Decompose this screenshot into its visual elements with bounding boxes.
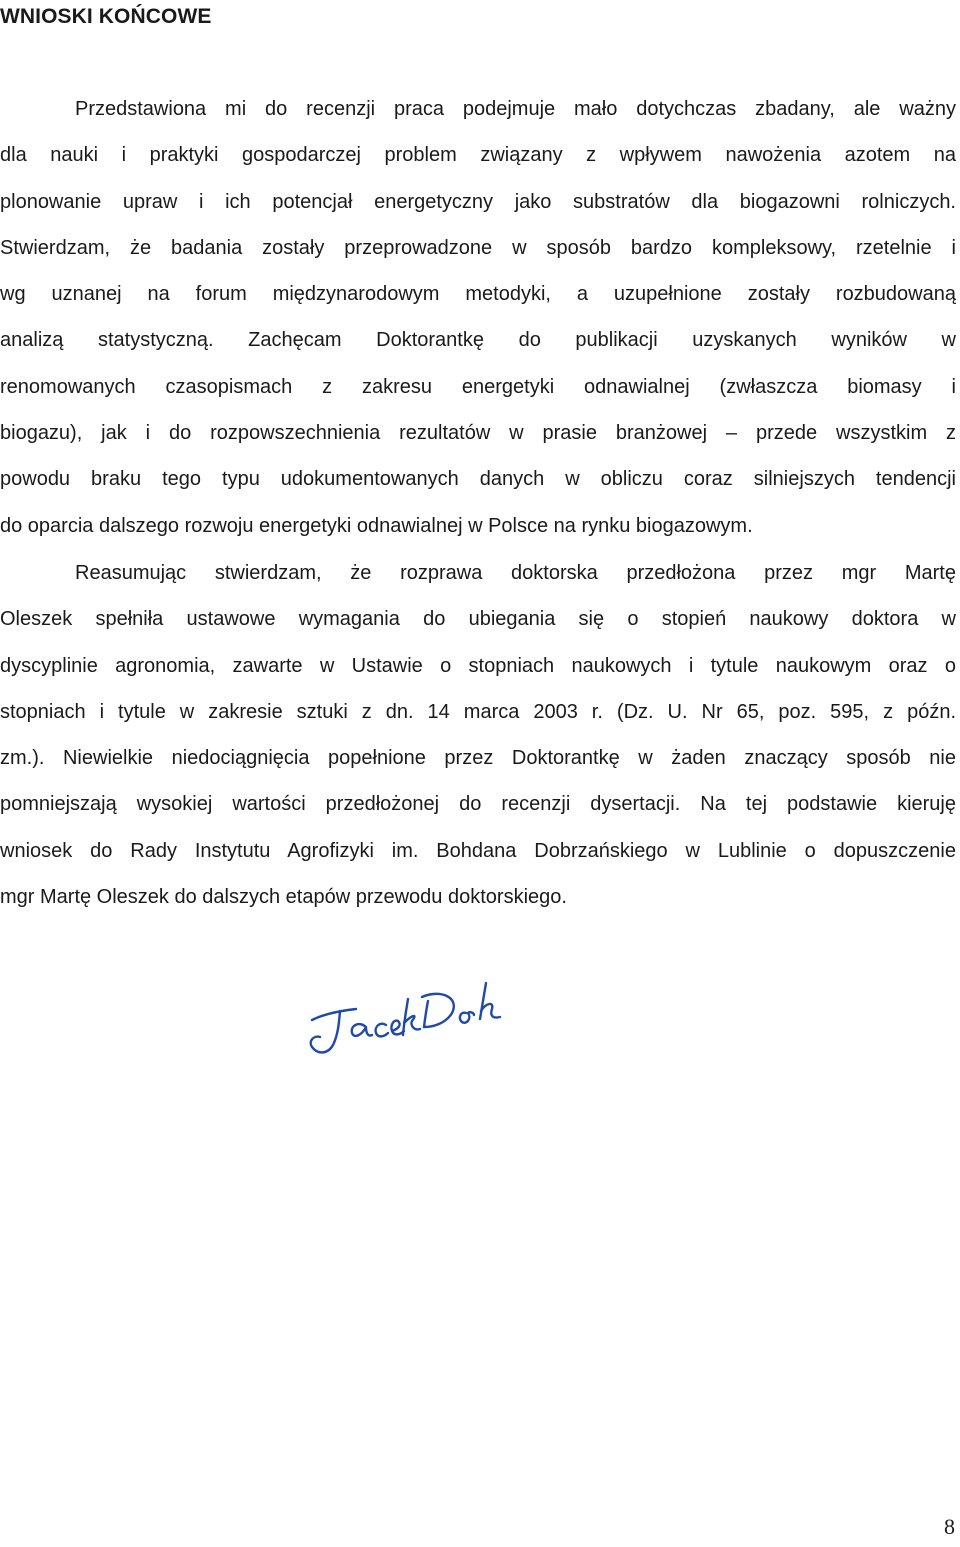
text-line: pomniejszają wysokiej wartości przedłożonej do recenzji dysertacji. Na tej podstawie kieruję (0, 793, 956, 816)
text-line: Przedstawiona mi do recenzji praca podejmuje mało dotychczas zbadany, ale ważny (75, 98, 956, 120)
text-line: Oleszek spełniła ustawowe wymagania do ubiegania się o stopień naukowy doktora w (0, 608, 956, 631)
text-line: renomowanych czasopismach z zakresu energetyki odnawialnej (zwłaszcza biomasy i (0, 375, 956, 398)
text-line: wniosek do Rady Instytutu Agrofizyki im. Bohdana Dobrzańskiego w Lublinie o dopuszczenie (0, 839, 956, 862)
text-line: analizą statystyczną. Zachęcam Doktorantkę do publikacji uzyskanych wyników w (0, 329, 956, 352)
paragraph-conclusions (0, 86, 956, 549)
text-line: dyscyplinie agronomia, zawarte w Ustawie o stopniach naukowych i tytule naukowym oraz o (0, 654, 956, 677)
text-line: zm.). Niewielkie niedociągnięcia popełnione przez Doktorantkę w żaden znaczący sposób nie (0, 747, 956, 770)
text-line: mgr Martę Oleszek do dalszych etapów przewodu doktorskiego. (0, 886, 567, 909)
text-line: Reasumując stwierdzam, że rozprawa doktorska przedłożona przez mgr Martę (75, 562, 956, 584)
text-line: plonowanie upraw i ich potencjał energetyczny jako substratów dla biogazowni rolniczych. (0, 190, 956, 213)
text-line: Stwierdzam, że badania zostały przeprowadzone w sposób bardzo kompleksowy, rzetelnie i (0, 236, 956, 259)
text-line: dla nauki i praktyki gospodarczej problem związany z wpływem nawożenia azotem na (0, 144, 956, 167)
text-line: wg uznanej na forum międzynarodowym metodyki, a uzupełnione zostały rozbudowaną (0, 283, 956, 306)
page-number: 8 (944, 1514, 955, 1539)
section-heading: WNIOSKI KOŃCOWE (0, 5, 212, 28)
text-line: biogazu), jak i do rozpowszechnienia rezultatów w prasie branżowej – przede wszystkim z (0, 422, 956, 445)
text-line: do oparcia dalszego rozwoju energetyki odnawialnej w Polsce na rynku biogazowym. (0, 514, 753, 537)
paragraph-summary (0, 550, 956, 920)
text-line: stopniach i tytule w zakresie sztuki z dn. 14 marca 2003 r. (Dz. U. Nr 65, poz. 595, z późn. (0, 700, 956, 723)
text-line: powodu braku tego typu udokumentowanych danych w obliczu coraz silniejszych tendencji (0, 468, 956, 491)
handwritten-signature (300, 975, 510, 1065)
